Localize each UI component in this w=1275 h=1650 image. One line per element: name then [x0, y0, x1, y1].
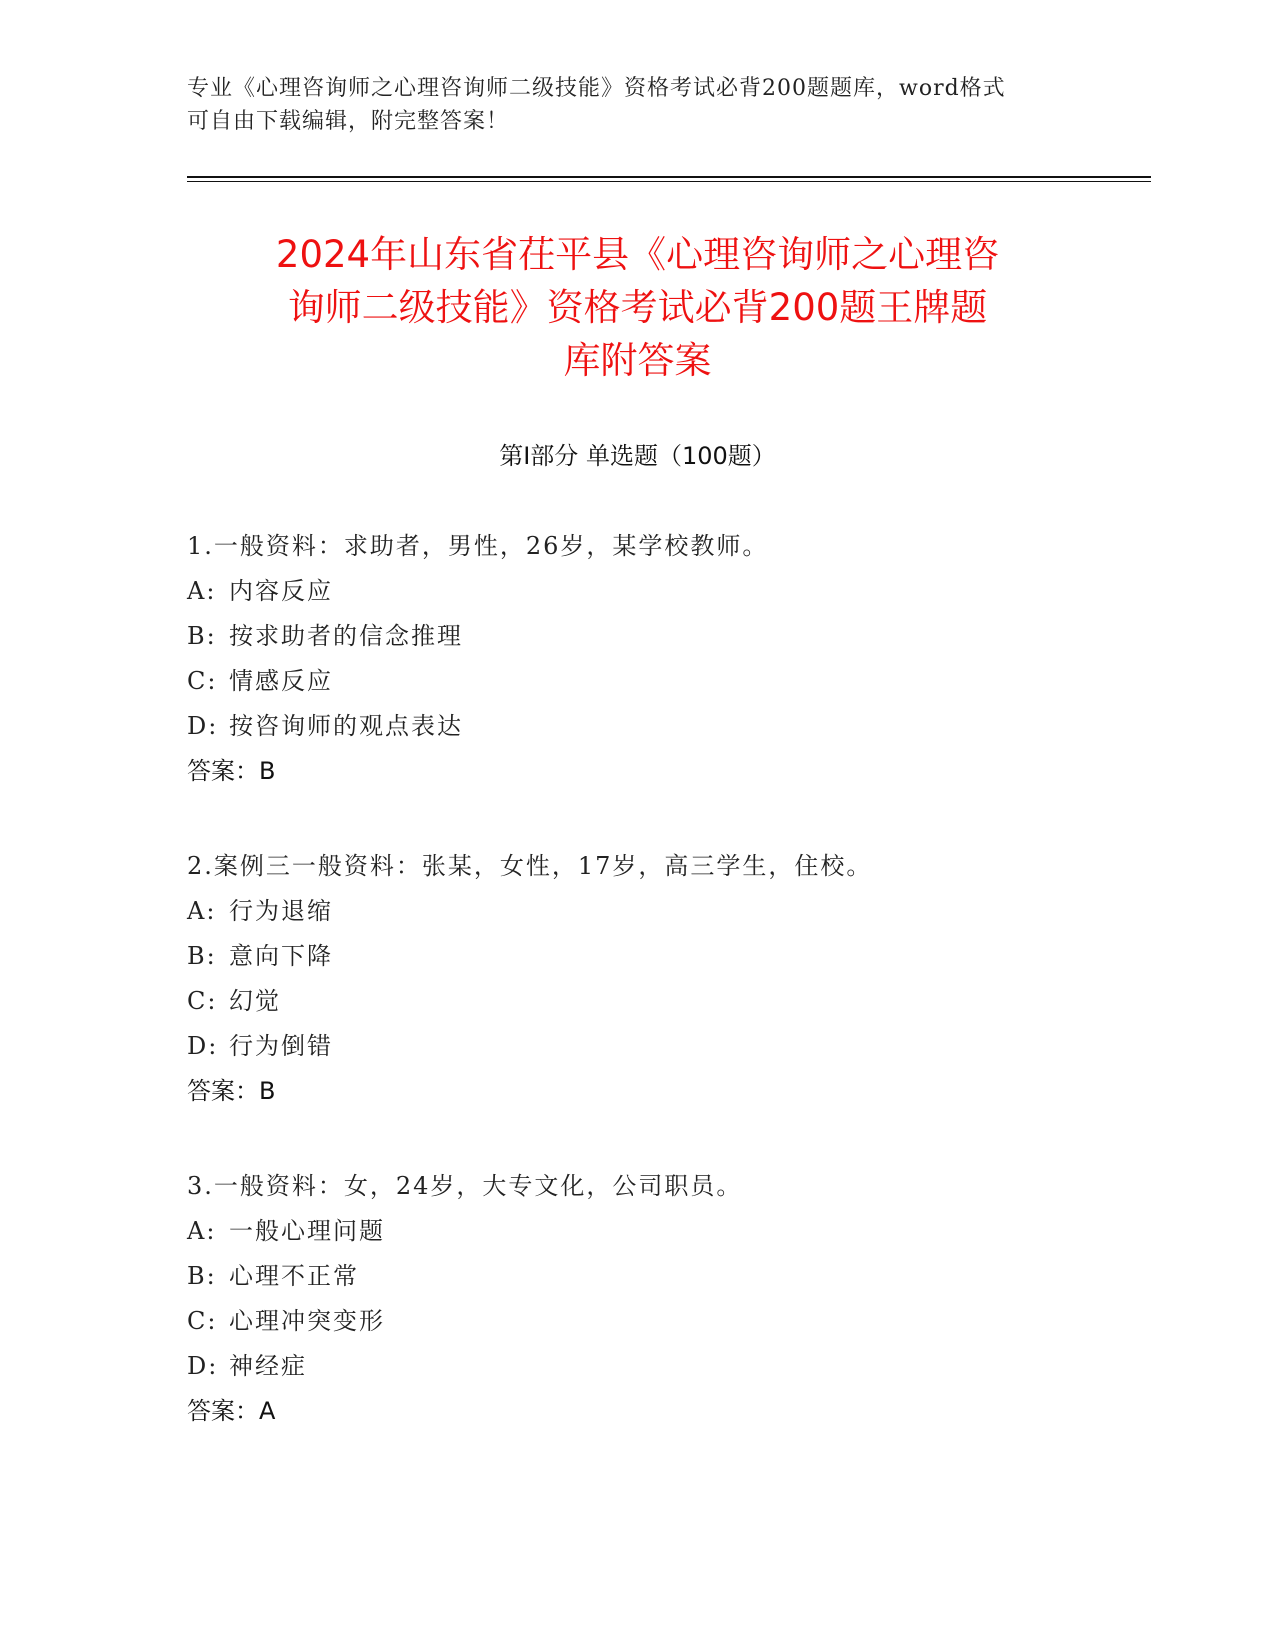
- option-letter: C:: [187, 1307, 218, 1335]
- option-text: 情感反应: [229, 667, 333, 695]
- option-text: 内容反应: [229, 577, 333, 605]
- option-letter: B:: [187, 942, 217, 970]
- option-letter: C:: [187, 987, 218, 1015]
- header-divider-thick: [187, 176, 1151, 178]
- section-heading: 第Ⅰ部分 单选题（100题）: [499, 442, 776, 470]
- option-b: [187, 1260, 1087, 1305]
- option-letter: C:: [187, 667, 218, 695]
- option-text: 按咨询师的观点表达: [229, 712, 463, 740]
- question-item: [187, 1170, 1087, 1440]
- option-b: [187, 620, 1087, 665]
- option-text: 按求助者的信念推理: [229, 622, 463, 650]
- option-a: [187, 895, 1087, 940]
- answer-line: 答案：B: [187, 1077, 276, 1105]
- option-letter: A:: [187, 1217, 217, 1245]
- question-stem: 2.案例三一般资料：张某，女性，17岁，高三学生，住校。: [187, 852, 873, 880]
- option-text: 行为退缩: [229, 897, 333, 925]
- document-title-line-3: 库附答案: [563, 339, 712, 382]
- option-text: 行为倒错: [229, 1032, 333, 1060]
- question-item: [187, 850, 1087, 1120]
- document-title-line-1: 2024年山东省茌平县《心理咨询师之心理咨: [275, 233, 1000, 276]
- option-b: [187, 940, 1087, 985]
- question-stem: 3.一般资料：女，24岁，大专文化，公司职员。: [187, 1172, 743, 1200]
- question-item: [187, 530, 1087, 800]
- option-letter: B:: [187, 1262, 217, 1290]
- header-note-line-1: 专业《心理咨询师之心理咨询师二级技能》资格考试必背200题题库，word格式: [187, 76, 1006, 101]
- option-d: [187, 1350, 1087, 1395]
- option-text: 意向下降: [229, 942, 333, 970]
- option-a: [187, 1215, 1087, 1260]
- option-letter: A:: [187, 577, 217, 605]
- option-c: [187, 665, 1087, 710]
- answer-line: 答案：B: [187, 757, 276, 785]
- option-a: [187, 575, 1087, 620]
- option-text: 心理不正常: [229, 1262, 359, 1290]
- option-text: 神经症: [229, 1352, 307, 1380]
- option-d: [187, 1030, 1087, 1075]
- answer-line: 答案：A: [187, 1397, 276, 1425]
- option-letter: D:: [187, 1352, 219, 1380]
- option-letter: A:: [187, 897, 217, 925]
- option-c: [187, 1305, 1087, 1350]
- option-text: 心理冲突变形: [229, 1307, 385, 1335]
- header-note: [187, 72, 1067, 138]
- header-note-line-2: 可自由下载编辑，附完整答案！: [187, 109, 510, 134]
- option-text: 幻觉: [229, 987, 281, 1015]
- option-d: [187, 710, 1087, 755]
- document-title-line-2: 询师二级技能》资格考试必背200题王牌题: [287, 286, 988, 329]
- document-title: [170, 228, 1105, 387]
- option-letter: D:: [187, 712, 219, 740]
- question-stem: 1.一般资料：求助者，男性，26岁，某学校教师。: [187, 532, 769, 560]
- header-divider-thin: [187, 181, 1151, 182]
- option-letter: B:: [187, 622, 217, 650]
- option-c: [187, 985, 1087, 1030]
- option-letter: D:: [187, 1032, 219, 1060]
- option-text: 一般心理问题: [229, 1217, 385, 1245]
